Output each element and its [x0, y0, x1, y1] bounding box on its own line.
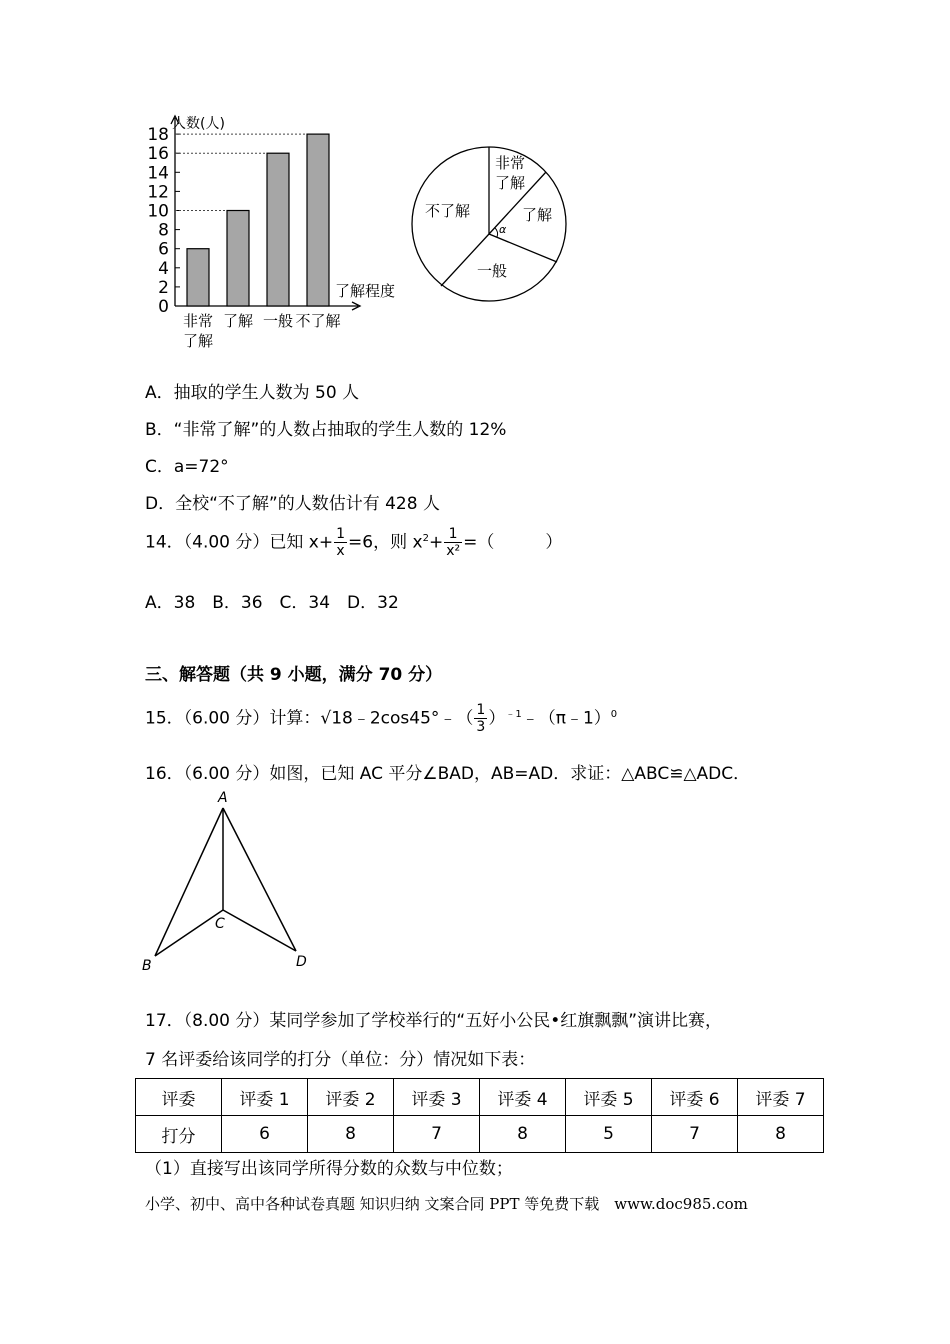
numerator: 1	[476, 702, 486, 718]
denominator: x²	[446, 543, 461, 559]
numerator: 1	[444, 526, 462, 543]
bar-chart	[130, 110, 410, 360]
table-cell: 打分	[136, 1116, 222, 1153]
table-row	[136, 1116, 824, 1153]
point-d-label: D	[296, 954, 307, 970]
table-cell: 评委 3	[394, 1079, 480, 1116]
q14-suffix: =（ ）	[463, 532, 563, 553]
denominator: 3	[476, 719, 486, 735]
table-cell: 7	[394, 1116, 480, 1153]
table-cell: 8	[480, 1116, 566, 1153]
table-cell: 评委	[136, 1079, 222, 1116]
table-cell: 评委 4	[480, 1079, 566, 1116]
fraction	[334, 526, 347, 559]
q17-sub1: （1）直接写出该同学所得分数的众数与中位数；	[145, 1159, 513, 1179]
table-cell: 评委 2	[308, 1079, 394, 1116]
bar	[307, 134, 329, 306]
table-cell: 8	[738, 1116, 824, 1153]
pie-label-very: 非常	[495, 154, 526, 172]
q13-option-a: A．抽取的学生人数为 50 人	[145, 383, 360, 403]
exponent: 0	[610, 708, 618, 720]
y-tick-label: 12	[147, 182, 169, 203]
q17-line2: 7 名评委给该同学的打分（单位：分）情况如下表：	[145, 1050, 536, 1070]
alpha-arc	[495, 228, 498, 237]
x-tick-label: 不了解	[295, 312, 341, 330]
y-tick-label: 0	[158, 297, 169, 317]
denominator: x	[336, 543, 345, 559]
fraction	[444, 526, 462, 559]
bar	[227, 211, 249, 307]
numerator: 1	[336, 526, 346, 542]
table-cell: 7	[652, 1116, 738, 1153]
table-cell: 评委 7	[738, 1079, 824, 1116]
y-tick-label: 14	[147, 163, 169, 184]
q15-question: 15．（6.00 分）计算：√18﹣2cos45°﹣（ $\frac{1}{3}$ ）$^{﹣1}$﹣（π﹣1）$^0$	[145, 702, 618, 735]
y-tick-label: 10	[147, 201, 169, 222]
table-cell: 评委 5	[566, 1079, 652, 1116]
page-footer: 小学、初中、高中各种试卷真题 知识归纳 文案合同 PPT 等免费下载 www.doc985.com	[145, 1195, 748, 1213]
x-tick-label: 非常	[182, 312, 214, 330]
score-table	[135, 1078, 824, 1153]
table-row	[136, 1079, 824, 1116]
q14-plus: +	[428, 532, 444, 553]
q14-mid: =6，则 x	[348, 532, 423, 553]
pie-label-general: 一般	[477, 262, 508, 280]
pie-label-unknown: 不了解	[425, 202, 471, 220]
point-b-label: B	[142, 958, 152, 974]
radical: √18	[320, 708, 353, 729]
x-tick-label: 了解	[182, 332, 214, 350]
fraction	[474, 702, 487, 735]
table-cell: 评委 1	[222, 1079, 308, 1116]
y-tick-label: 6	[158, 239, 169, 260]
y-axis-label: 人数(人)	[172, 116, 225, 132]
q17-line1: 17．（8.00 分）某同学参加了学校举行的“五好小公民•红旗飘飘”演讲比赛，	[145, 1011, 723, 1031]
table-cell: 5	[566, 1116, 652, 1153]
y-tick-label: 18	[147, 125, 169, 146]
q15-mid: ﹣2cos45°﹣（	[352, 708, 474, 729]
q14-question	[145, 526, 562, 559]
bar	[267, 153, 289, 306]
y-tick-label: 8	[158, 220, 169, 241]
x-tick-label: 了解	[222, 312, 254, 330]
table-cell: 6	[222, 1116, 308, 1153]
q13-option-c: C．a=72°	[145, 457, 229, 477]
section-heading: 三、解答题（共 9 小题，满分 70 分）	[145, 665, 443, 685]
triangle-figure	[138, 788, 318, 978]
x-axis-label: 了解程度	[335, 282, 396, 300]
x-tick-label: 一般	[262, 312, 294, 330]
y-tick-label: 4	[158, 258, 169, 279]
pie-label-very: 了解	[495, 174, 526, 192]
q15-suffix: ﹣（π﹣1）	[521, 708, 611, 729]
exponent: 2	[422, 532, 429, 544]
exponent: ﹣1	[505, 708, 522, 720]
y-tick-label: 16	[147, 144, 169, 165]
point-c-label: C	[215, 916, 225, 932]
bar	[187, 249, 209, 306]
pie-label-know: 了解	[522, 206, 553, 224]
q13-option-b: B．“非常了解”的人数占抽取的学生人数的 12%	[145, 420, 507, 440]
alpha-label: α	[499, 223, 507, 236]
pie-divider	[489, 234, 557, 262]
segment-ad	[223, 808, 296, 951]
y-tick-label: 2	[158, 277, 169, 298]
table-cell: 8	[308, 1116, 394, 1153]
q13-option-d: D．全校“不了解”的人数估计有 428 人	[145, 494, 440, 514]
pie-chart	[405, 140, 575, 310]
table-cell: 评委 6	[652, 1079, 738, 1116]
point-a-label: A	[218, 790, 228, 806]
q16-question: 16．（6.00 分）如图，已知 AC 平分∠BAD，AB=AD．求证：△ABC≌△ADC．	[145, 764, 751, 784]
q14-prefix: 14．（4.00 分）已知 x+	[145, 532, 334, 553]
q15-prefix: 15．（6.00 分）计算：	[145, 708, 321, 729]
q14-options: A．38 B．36 C．34 D．32	[145, 593, 399, 613]
